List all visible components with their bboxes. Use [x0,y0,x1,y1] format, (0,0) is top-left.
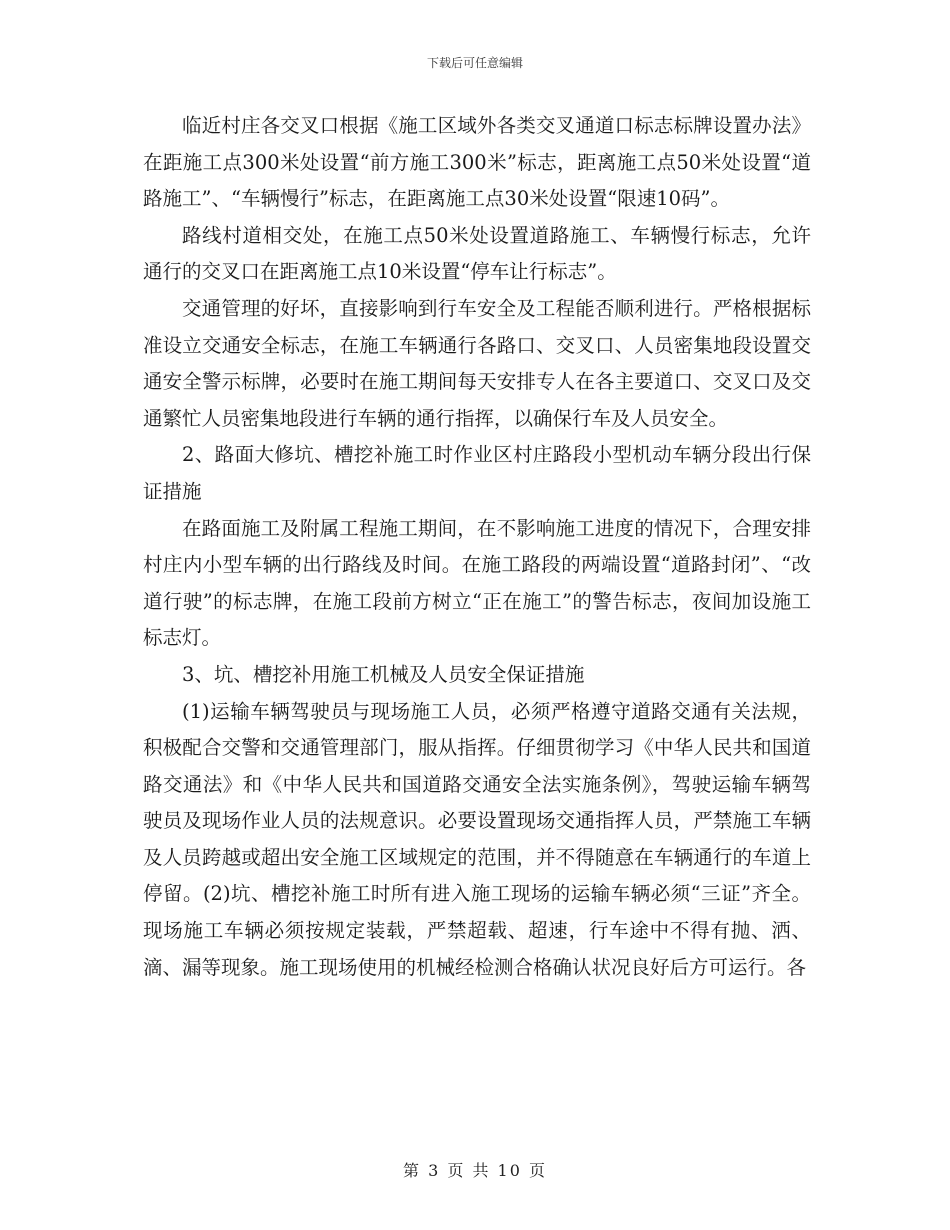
paragraph-traffic-management: 交通管理的好坏，直接影响到行车安全及工程能否顺利进行。严格根据标准设立交通安全标志，在施工车辆通行各路口、交叉口、人员密集地段设置交通安全警示标牌，必要时在施工期间每天安排专人在各主要道口、交叉口及交通繁忙人员密集地段进行车辆的通行指挥，以确保行车及人员安全。 [143,296,811,430]
paragraph-machinery-personnel-safety: (1)运输车辆驾驶员与现场施工人员，必须严格遵守道路交通有关法规，积极配合交警和交通管理部门，服从指挥。仔细贯彻学习《中华人民共和国道路交通法》和《中华人民共和国道路交通安全法实施条例》，驾驶运输车辆驾驶员及现场作业人员的法规意识。必要设置现场交通指挥人员，严禁施工车辆及人员跨越或超出安全施工区域规定的范围，并不得随意在车辆通行的车道上停留。(2)坑、槽挖补施工时所有进入施工现场的运输车辆必须“三证”齐全。现场施工车辆必须按规定装载，严禁超载、超速，行车途中不得有抛、洒、滴、漏等现象。施工现场使用的机械经检测合格确认状况良好后方可运行。各 [143,699,811,979]
page-header-note: 下载后可任意编辑 [426,56,523,70]
paragraph-village-intersection-signs: 临近村庄各交叉口根据《施工区域外各类交叉通道口标志标牌设置办法》在距施工点300米处设置“前方施工300米”标志，距离施工点50米处设置“道路施工”、“车辆慢行”标志，在距离施工点30米处设置“限速10码”。 [143,114,811,211]
section-heading-3: 3、坑、槽挖补用施工机械及人员安全保证措施 [182,662,585,686]
paragraph-village-road-crossing: 路线村道相交处，在施工点50米处设置道路施工、车辆慢行标志，允许通行的交叉口在距离施工点10米设置“停车让行标志”。 [143,223,811,284]
section-heading-2: 2、路面大修坑、槽挖补施工时作业区村庄路段小型机动车辆分段出行保证措施 [143,443,811,503]
document-body [143,108,811,986]
paragraph-small-vehicle-measures: 在路面施工及附属工程施工期间，在不影响施工进度的情况下，合理安排村庄内小型车辆的出行路线及时间。在施工路段的两端设置“道路封闭”、“改道行驶”的标志牌，在施工段前方树立“正在施工”的警告标志，夜间加设施工标志灯。 [143,516,811,650]
page-number-footer: 第 3 页 共 10 页 [403,1161,547,1180]
